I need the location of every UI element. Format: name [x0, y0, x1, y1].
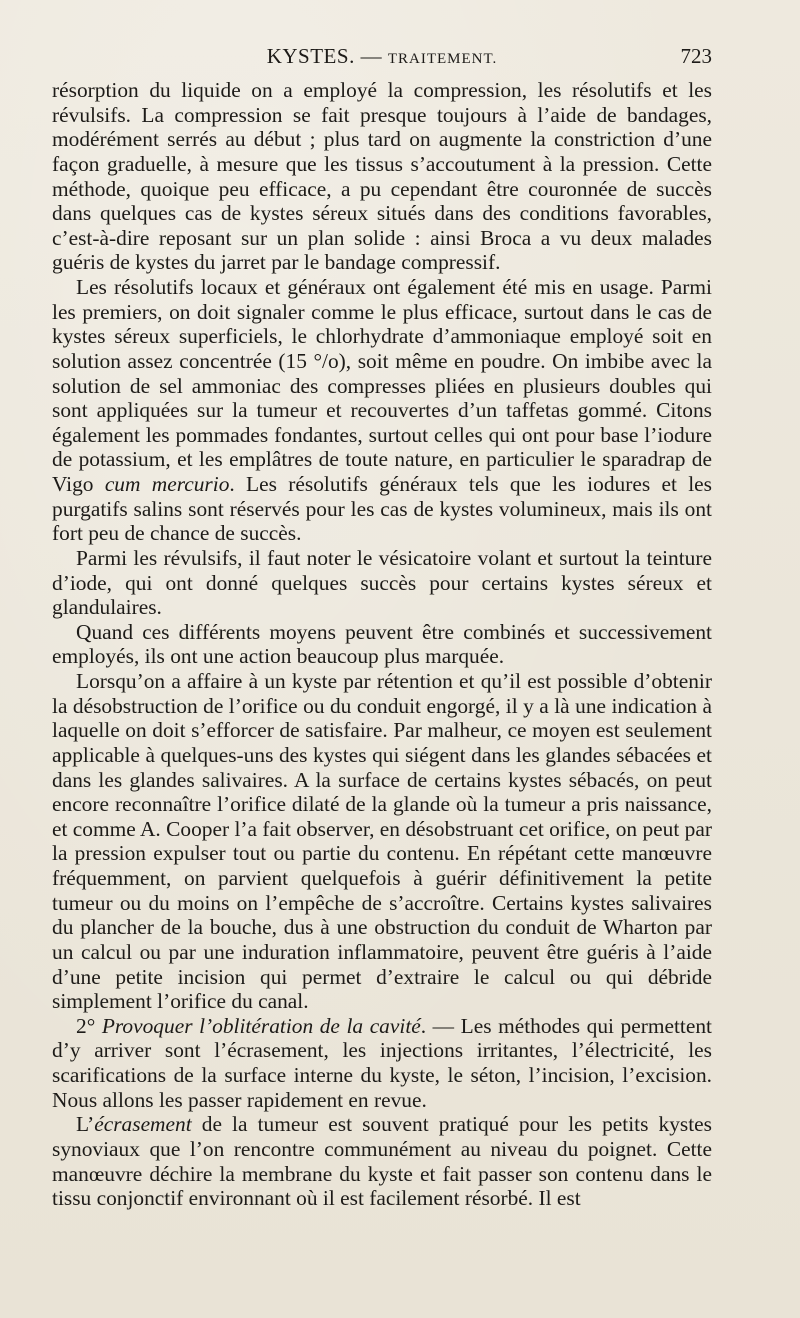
paragraph-7-italic: écrasement [94, 1112, 192, 1137]
paragraph-3: Parmi les révulsifs, il faut noter le vésicatoire volant et surtout la teinture d’iode, qui ont donné quelques succès pour certains kystes séreux et glandulaires. [52, 545, 712, 620]
paragraph-6 [52, 1014, 712, 1113]
paragraph-7-prefix: L’ [76, 1112, 95, 1137]
paragraph-2 [52, 275, 712, 546]
paragraph-7 [52, 1112, 712, 1211]
running-title-main: KYSTES. [266, 44, 355, 68]
running-title [52, 44, 712, 69]
paragraph-5: Lorsqu’on a affaire à un kyste par rétention et qu’il est possible d’obtenir la désobstruction de l’orifice ou du conduit engorgé, il y a là une indication à laquelle on doit s’efforcer de satisfaire. Par malheur, ce moyen est seulement applicable à quelques-uns des kystes qui siégent dans les glandes sébacées et dans les glandes salivaires. A la surface de certains kystes sébacés, on peut encore reconnaître l’orifice dilaté de la glande où la tumeur a pris naissance, et comme A. Cooper l’a fait observer, en désobstruant cet orifice, on peut par la pression expulser tout ou partie du contenu. En répétant cette manœuvre fréquemment, on parvient quelquefois à guérir définitivement la petite tumeur ou du moins on l’empêche de s’accroître. Certains kystes salivaires du plancher de la bouche, dus à une obstruction du conduit de Wharton par un calcul ou par une induration inflammatoire, peuvent être guéris à l’aide d’une petite incision qui permet d’extraire le calcul ou qui débride simplement l’orifice du canal. [52, 669, 712, 1014]
paragraph-6-rest: . — Les méthodes qui permettent d’y arriver sont l’écrasement, les injections irritantes, l’électricité, les scarifications de la surface interne du kyste, le séton, l’incision, l’excision. Nous allons les passer rapidement en revue. [52, 1013, 712, 1112]
paragraph-2-italic: cum mercurio [104, 472, 230, 496]
paragraph-1: résorption du liquide on a employé la compression, les résolutifs et les révulsifs. La compression se fait presque toujours à l’aide de bandages, modérément serrés au début ; plus tard on augmente la constriction d’une façon graduelle, à mesure que les tissus s’accoutument à la pression. Cette méthode, quoique peu efficace, a pu cependant être couronnée de succès dans quelques cas de kystes séreux situés dans des conditions favorables, c’est-à-dire reposant sur un plan solide : ainsi Broca a vu deux malades guéris de kystes du jarret par le bandage compressif. [52, 78, 712, 275]
body-text [52, 78, 712, 1211]
paragraph-2-part-b: . Les résolutifs généraux tels que les iodures et les purgatifs salins sont réservés pour les cas de kystes volumineux, mais ils ont fort peu de chance de succès. [52, 472, 712, 546]
page-number: 723 [680, 44, 712, 68]
paragraph-6-italic: Provoquer l’oblitération de la cavité [101, 1013, 421, 1038]
running-title-dash: — [354, 44, 388, 68]
paragraph-7-rest: de la tumeur est souvent pratiqué pour les petits kystes synoviaux que l’on rencontre communément au niveau du poignet. Cette manœuvre déchire la membrane du kyste et fait passer son contenu dans le tissu conjonctif environnant où il est facilement résorbé. Il est [52, 1112, 712, 1211]
paragraph-2-part-a: Les résolutifs locaux et généraux ont également été mis en usage. Parmi les premiers, on doit signaler comme le plus efficace, surtout dans le cas de kystes séreux superficiels, le chlorhydrate d’ammoniaque employé soit en solution assez concentrée (15 °/o), soit même en poudre. On imbibe avec la solution de sel ammoniac des compresses pliées en plusieurs doubles qui sont appliquées sur la tumeur et recouvertes d’un taffetas gommé. Citons également les pommades fondantes, surtout celles qui ont pour base l’iodure de potassium, et les emplâtres de toute nature, en particulier le sparadrap de Vigo [52, 275, 712, 496]
running-header [52, 44, 712, 74]
paragraph-4: Quand ces différents moyens peuvent être combinés et successivement employés, ils ont une action beaucoup plus marquée. [52, 619, 712, 669]
running-title-sub: TRAITEMENT. [387, 51, 498, 67]
paragraph-6-number: 2° [76, 1013, 102, 1038]
